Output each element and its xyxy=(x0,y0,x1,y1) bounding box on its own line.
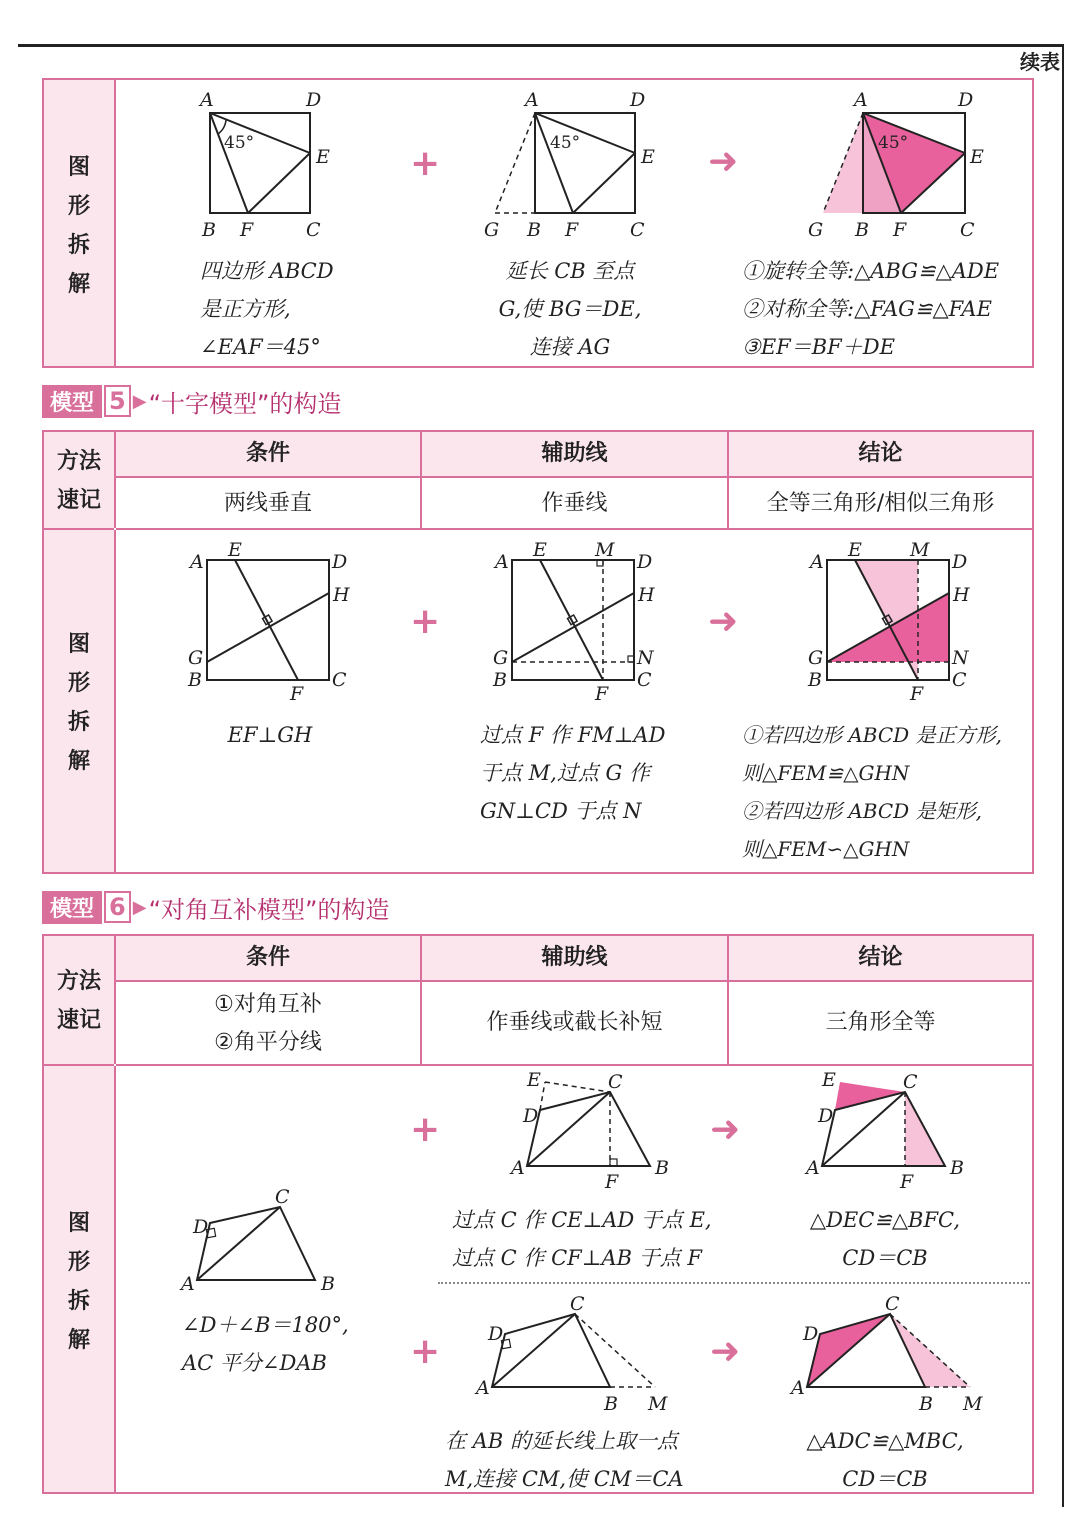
svg-text:B: B xyxy=(808,669,822,691)
model-number: 6 xyxy=(104,891,131,923)
svg-text:D: D xyxy=(306,89,322,111)
quad-figure-b xyxy=(470,1292,670,1415)
svg-text:E: E xyxy=(316,146,330,168)
value-condition: ①对角互补 ②角平分线 xyxy=(214,992,322,1055)
svg-text:G: G xyxy=(493,647,509,669)
svg-text:A: A xyxy=(791,1377,805,1399)
svg-text:A: A xyxy=(810,551,824,573)
svg-text:B: B xyxy=(950,1157,964,1179)
arrow-marker-icon: ▶ xyxy=(132,390,147,412)
value-conclusion: 三角形全等 xyxy=(825,1010,936,1035)
arrow-marker-icon: ▶ xyxy=(132,896,147,918)
svg-text:C: C xyxy=(885,1293,900,1315)
svg-text:E: E xyxy=(970,146,984,168)
svg-text:G: G xyxy=(484,219,500,241)
model-tag: 模型 xyxy=(42,385,102,418)
quad-main-caption: ∠D＋∠B＝180°, AC 平分∠DAB xyxy=(182,1313,349,1375)
svg-text:M: M xyxy=(963,1393,983,1415)
svg-text:D: D xyxy=(488,1323,504,1345)
arrow-icon: ➜ xyxy=(710,1109,741,1150)
svg-text:D: D xyxy=(630,89,646,111)
svg-text:C: C xyxy=(960,219,975,241)
svg-text:A: A xyxy=(525,89,539,111)
svg-text:C: C xyxy=(903,1071,918,1093)
svg-text:45°: 45° xyxy=(878,133,909,153)
svg-text:C: C xyxy=(952,669,967,691)
header-auxiliary: 辅助线 xyxy=(422,936,727,980)
svg-text:D: D xyxy=(958,89,974,111)
side-label-col xyxy=(44,1066,116,1492)
svg-text:F: F xyxy=(910,683,924,705)
svg-text:E: E xyxy=(228,539,242,561)
cross-fig1-caption: EF⊥GH xyxy=(227,723,313,747)
svg-text:D: D xyxy=(952,551,968,573)
svg-text:B: B xyxy=(655,1157,669,1179)
model-title-text: “对角互补模型”的构造 xyxy=(148,895,390,924)
header-conclusion: 结论 xyxy=(729,936,1032,980)
svg-text:C: C xyxy=(630,219,645,241)
method-label: 方法 速记 xyxy=(56,449,101,513)
svg-text:B: B xyxy=(321,1273,335,1295)
svg-text:H: H xyxy=(638,584,655,606)
svg-text:N: N xyxy=(952,647,969,669)
arrow-icon: ➜ xyxy=(708,601,739,642)
svg-text:B: B xyxy=(604,1393,618,1415)
svg-text:H: H xyxy=(953,584,970,606)
square-figure-2 xyxy=(480,88,660,248)
svg-text:A: A xyxy=(200,89,214,111)
svg-text:D: D xyxy=(193,1216,209,1238)
svg-text:B: B xyxy=(188,669,202,691)
header-condition: 条件 xyxy=(116,432,420,476)
svg-text:F: F xyxy=(595,683,609,705)
plus-icon: + xyxy=(410,143,441,184)
svg-text:A: A xyxy=(511,1157,525,1179)
model-tag: 模型 xyxy=(42,891,102,924)
svg-text:F: F xyxy=(893,219,907,241)
dotted-divider xyxy=(438,1282,1030,1284)
svg-text:F: F xyxy=(290,683,304,705)
svg-text:A: A xyxy=(190,551,204,573)
svg-text:E: E xyxy=(822,1069,836,1091)
plus-icon: + xyxy=(410,601,441,642)
svg-text:G: G xyxy=(188,647,204,669)
svg-text:A: A xyxy=(495,551,509,573)
svg-text:D: D xyxy=(818,1105,834,1127)
svg-text:M: M xyxy=(648,1393,668,1415)
svg-text:G: G xyxy=(808,647,824,669)
svg-text:A: A xyxy=(181,1273,195,1295)
svg-text:E: E xyxy=(848,539,862,561)
svg-text:H: H xyxy=(333,584,350,606)
plus-icon: + xyxy=(410,1331,441,1372)
quad-figure-a xyxy=(505,1068,685,1193)
side-label: 图 形 拆 解 xyxy=(67,1211,90,1353)
value-auxiliary: 作垂线 xyxy=(541,491,608,516)
svg-text:N: N xyxy=(637,647,654,669)
svg-text:B: B xyxy=(493,669,507,691)
svg-text:A: A xyxy=(854,89,868,111)
value-auxiliary: 作垂线或截长补短 xyxy=(486,1010,663,1035)
quad-figure-a-result xyxy=(800,1068,980,1193)
quad-figure-main xyxy=(175,1185,355,1305)
cross-figure-3 xyxy=(800,540,980,710)
quad-b-caption: 在 AB 的延长线上取一点 M,连接 CM,使 CM＝CA xyxy=(445,1429,684,1491)
quad-figure-b-result xyxy=(785,1292,985,1415)
svg-text:E: E xyxy=(533,539,547,561)
header-auxiliary: 辅助线 xyxy=(422,432,727,476)
svg-text:F: F xyxy=(240,219,254,241)
svg-text:E: E xyxy=(641,146,655,168)
svg-text:45°: 45° xyxy=(550,133,581,153)
svg-text:B: B xyxy=(527,219,541,241)
svg-text:B: B xyxy=(919,1393,933,1415)
value-conclusion: 全等三角形/相似三角形 xyxy=(766,491,995,516)
square-figure-3 xyxy=(800,88,984,248)
cross-figure-1 xyxy=(180,540,360,710)
value-condition: 两线垂直 xyxy=(223,491,312,516)
quad-b-result: △ADC≌△MBC, CD＝CB xyxy=(806,1429,964,1491)
method-label-col xyxy=(44,936,116,1064)
fig2-caption: 延长 CB 至点 G,使 BG＝DE, 连接 AG xyxy=(498,259,642,359)
svg-text:D: D xyxy=(803,1323,819,1345)
model-number: 5 xyxy=(104,385,131,417)
svg-text:D: D xyxy=(332,551,348,573)
svg-text:M: M xyxy=(595,539,615,561)
svg-text:M: M xyxy=(910,539,930,561)
svg-text:F: F xyxy=(565,219,579,241)
svg-text:D: D xyxy=(637,551,653,573)
model6-title xyxy=(42,890,389,924)
svg-text:A: A xyxy=(806,1157,820,1179)
svg-text:G: G xyxy=(808,219,824,241)
header-condition: 条件 xyxy=(116,936,420,980)
quad-a-caption: 过点 C 作 CE⊥AD 于点 E, 过点 C 作 CF⊥AB 于点 F xyxy=(452,1208,712,1270)
svg-text:D: D xyxy=(523,1105,539,1127)
svg-text:C: C xyxy=(306,219,321,241)
svg-text:C: C xyxy=(608,1071,623,1093)
square-figure-1 xyxy=(180,88,360,248)
header-conclusion: 结论 xyxy=(729,432,1032,476)
side-label-col xyxy=(44,80,116,366)
fig3-caption: ①旋转全等:△ABG≌△ADE ②对称全等:△FAG≌△FAE ③EF＝BF＋DE xyxy=(742,259,1000,359)
angle-label: 45° xyxy=(224,133,255,153)
quad-a-result: △DEC≌△BFC, CD＝CB xyxy=(809,1208,961,1270)
cross-fig3-caption: ①若四边形 ABCD 是正方形, 则△FEM≌△GHN ②若四边形 ABCD 是矩形, 则△FEM∽△GHN xyxy=(742,723,1002,861)
svg-text:A: A xyxy=(476,1377,490,1399)
svg-text:C: C xyxy=(570,1293,585,1315)
svg-text:C: C xyxy=(637,669,652,691)
arrow-icon: ➜ xyxy=(708,141,739,182)
side-label-col xyxy=(44,530,116,872)
plus-icon: + xyxy=(410,1109,441,1150)
svg-text:C: C xyxy=(275,1186,290,1208)
side-label: 图 形 拆 解 xyxy=(67,632,90,774)
model5-title xyxy=(42,384,341,418)
svg-text:F: F xyxy=(900,1171,914,1193)
svg-text:F: F xyxy=(605,1171,619,1193)
side-label: 图 形 拆 解 xyxy=(67,155,90,297)
cross-figure-2 xyxy=(485,540,665,710)
svg-text:B: B xyxy=(855,219,869,241)
svg-text:C: C xyxy=(332,669,347,691)
svg-text:E: E xyxy=(527,1069,541,1091)
arrow-icon: ➜ xyxy=(710,1331,741,1372)
model-title-text: “十字模型”的构造 xyxy=(148,389,342,418)
continued-label: 续表 xyxy=(1020,50,1060,74)
fig1-caption: 四边形 ABCD 是正方形, ∠EAF＝45° xyxy=(200,259,334,359)
method-label: 方法 速记 xyxy=(56,969,101,1033)
svg-text:B: B xyxy=(202,219,216,241)
method-label-col xyxy=(44,432,116,528)
cross-fig2-caption: 过点 F 作 FM⊥AD 于点 M,过点 G 作 GN⊥CD 于点 N xyxy=(480,723,666,823)
